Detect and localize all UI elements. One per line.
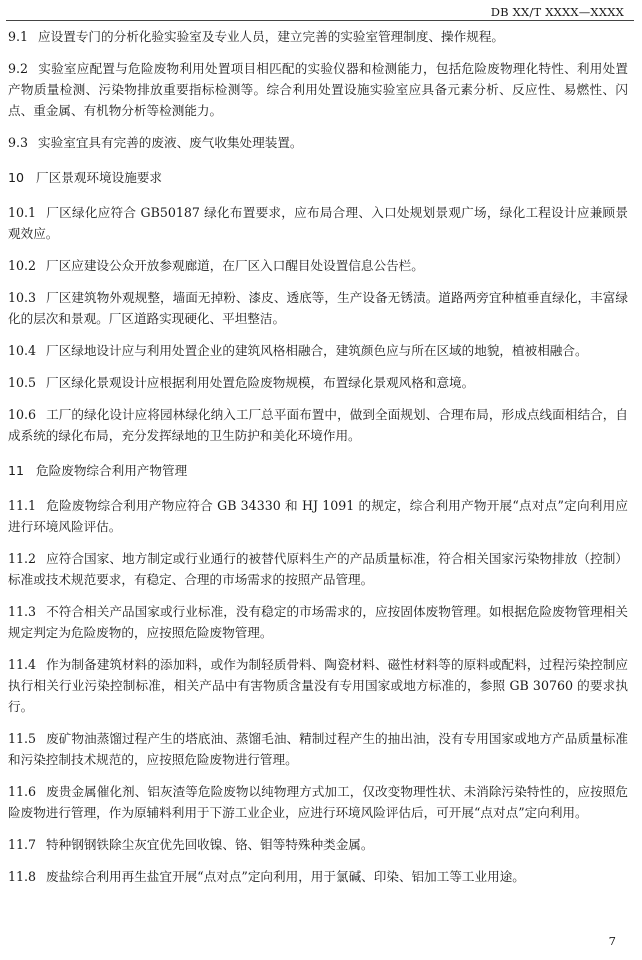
clause-text: 实验室应配置与危险废物利用处置项目相匹配的实验仪器和检测能力，包括危险废物理化特性、利用处置产物质量检测、污染物排放重要指标检测等。综合利用处置设施实验室应具备元素分析、反应性、易燃性、闪点、重金属、有机物分析等检测能力。	[8, 61, 628, 118]
section-number: 11	[8, 463, 25, 478]
clause-text: 应设置专门的分析化验实验室及专业人员，建立完善的实验室管理制度、操作规程。	[38, 29, 504, 44]
clause-text: 特种钢钢铁除尘灰宜优先回收镍、铬、钼等特殊种类金属。	[46, 837, 374, 852]
clause-number: 11.5	[8, 731, 37, 746]
clause-text: 厂区绿化景观设计应根据利用处置危险废物规模，布置绿化景观风格和意境。	[46, 375, 475, 390]
clause-10-2	[8, 255, 628, 276]
clause-11-5	[8, 728, 628, 770]
clause-number: 10.2	[8, 258, 37, 273]
clause-10-4	[8, 340, 628, 361]
clause-number: 9.3	[8, 135, 29, 150]
clause-number: 10.1	[8, 205, 37, 220]
clause-text: 不符合相关产品国家或行业标准，没有稳定的市场需求的，应按固体废物管理。如根据危险废物管理相关规定判定为危险废物的，应按照危险废物管理。	[8, 604, 628, 640]
clause-number: 10.6	[8, 407, 37, 422]
clause-text: 废贵金属催化剂、铝灰渣等危险废物以纯物理方式加工，仅改变物理性状、未消除污染特性的，应按照危险废物进行管理，作为原辅料利用于下游工业企业，应进行环境风险评估后，可开展“点对点”定向利用。	[8, 784, 628, 820]
page-number: 7	[608, 934, 616, 948]
section-number: 10	[8, 170, 25, 185]
section-heading-10	[8, 167, 628, 188]
clause-number: 9.2	[8, 61, 29, 76]
clause-10-1	[8, 202, 628, 244]
clause-text: 作为制备建筑材料的添加料，或作为制轻质骨料、陶瓷材料、磁性材料等的原料或配料，过程污染控制应执行相关行业污染控制标准，相关产品中有害物质含量没有专用国家或地方标准的，参照 GB 30760 的要求执行。	[8, 657, 628, 714]
clause-9-2	[8, 58, 628, 121]
clause-text: 废矿物油蒸馏过程产生的塔底油、蒸馏毛油、精制过程产生的抽出油，没有专用国家或地方产品质量标准和污染控制技术规范的，应按照危险废物进行管理。	[8, 731, 628, 767]
clause-10-6	[8, 404, 628, 446]
clause-text: 工厂的绿化设计应将园林绿化纳入工厂总平面布置中，做到全面规划、合理布局，形成点线面相结合，自成系统的绿化布局，充分发挥绿地的卫生防护和美化环境作用。	[8, 407, 628, 443]
clause-text: 实验室宜具有完善的废液、废气收集处理装置。	[38, 135, 303, 150]
section-title: 危险废物综合利用产物管理	[36, 463, 188, 478]
clause-11-2	[8, 548, 628, 590]
clause-number: 10.5	[8, 375, 37, 390]
clause-number: 11.4	[8, 657, 37, 672]
clause-text: 危险废物综合利用产物应符合 GB 34330 和 HJ 1091 的规定，综合利用产物开展“点对点”定向利用应进行环境风险评估。	[8, 498, 628, 534]
clause-9-3	[8, 132, 628, 153]
header-rule	[6, 20, 634, 21]
document-body	[8, 26, 628, 898]
clause-11-1	[8, 495, 628, 537]
clause-number: 11.8	[8, 869, 37, 884]
clause-number: 10.3	[8, 290, 37, 305]
clause-11-7	[8, 834, 628, 855]
clause-number: 11.6	[8, 784, 37, 799]
clause-number: 9.1	[8, 29, 29, 44]
clause-10-5	[8, 372, 628, 393]
clause-text: 应符合国家、地方制定或行业通行的被替代原料生产的产品质量标准，符合相关国家污染物排放（控制）标准或技术规范要求，有稳定、合理的市场需求的按照产品管理。	[8, 551, 628, 587]
section-heading-11	[8, 460, 628, 481]
clause-text: 废盐综合利用再生盐宜开展“点对点”定向利用，用于氯碱、印染、铝加工等工业用途。	[46, 869, 525, 884]
clause-number: 10.4	[8, 343, 37, 358]
document-id-header: DB XX/T XXXX—XXXX	[490, 5, 624, 19]
clause-text: 厂区绿化应符合 GB50187 绿化布置要求，应布局合理、入口处规划景观广场，绿化工程设计应兼顾景观效应。	[8, 205, 628, 241]
section-title: 厂区景观环境设施要求	[36, 170, 162, 185]
clause-number: 11.2	[8, 551, 37, 566]
clause-9-1	[8, 26, 628, 47]
clause-10-3	[8, 287, 628, 329]
clause-text: 厂区应建设公众开放参观廊道，在厂区入口醒目处设置信息公告栏。	[46, 258, 424, 273]
clause-number: 11.3	[8, 604, 37, 619]
clause-11-6	[8, 781, 628, 823]
clause-text: 厂区建筑物外观规整，墙面无掉粉、漆皮、透底等，生产设备无锈渍。道路两旁宜种植垂直绿化，丰富绿化的层次和景观。厂区道路实现硬化、平坦整洁。	[8, 290, 628, 326]
clause-number: 11.1	[8, 498, 37, 513]
clause-number: 11.7	[8, 837, 37, 852]
clause-11-3	[8, 601, 628, 643]
clause-text: 厂区绿地设计应与利用处置企业的建筑风格相融合，建筑颜色应与所在区域的地貌，植被相融合。	[46, 343, 588, 358]
clause-11-8	[8, 866, 628, 887]
clause-11-4	[8, 654, 628, 717]
